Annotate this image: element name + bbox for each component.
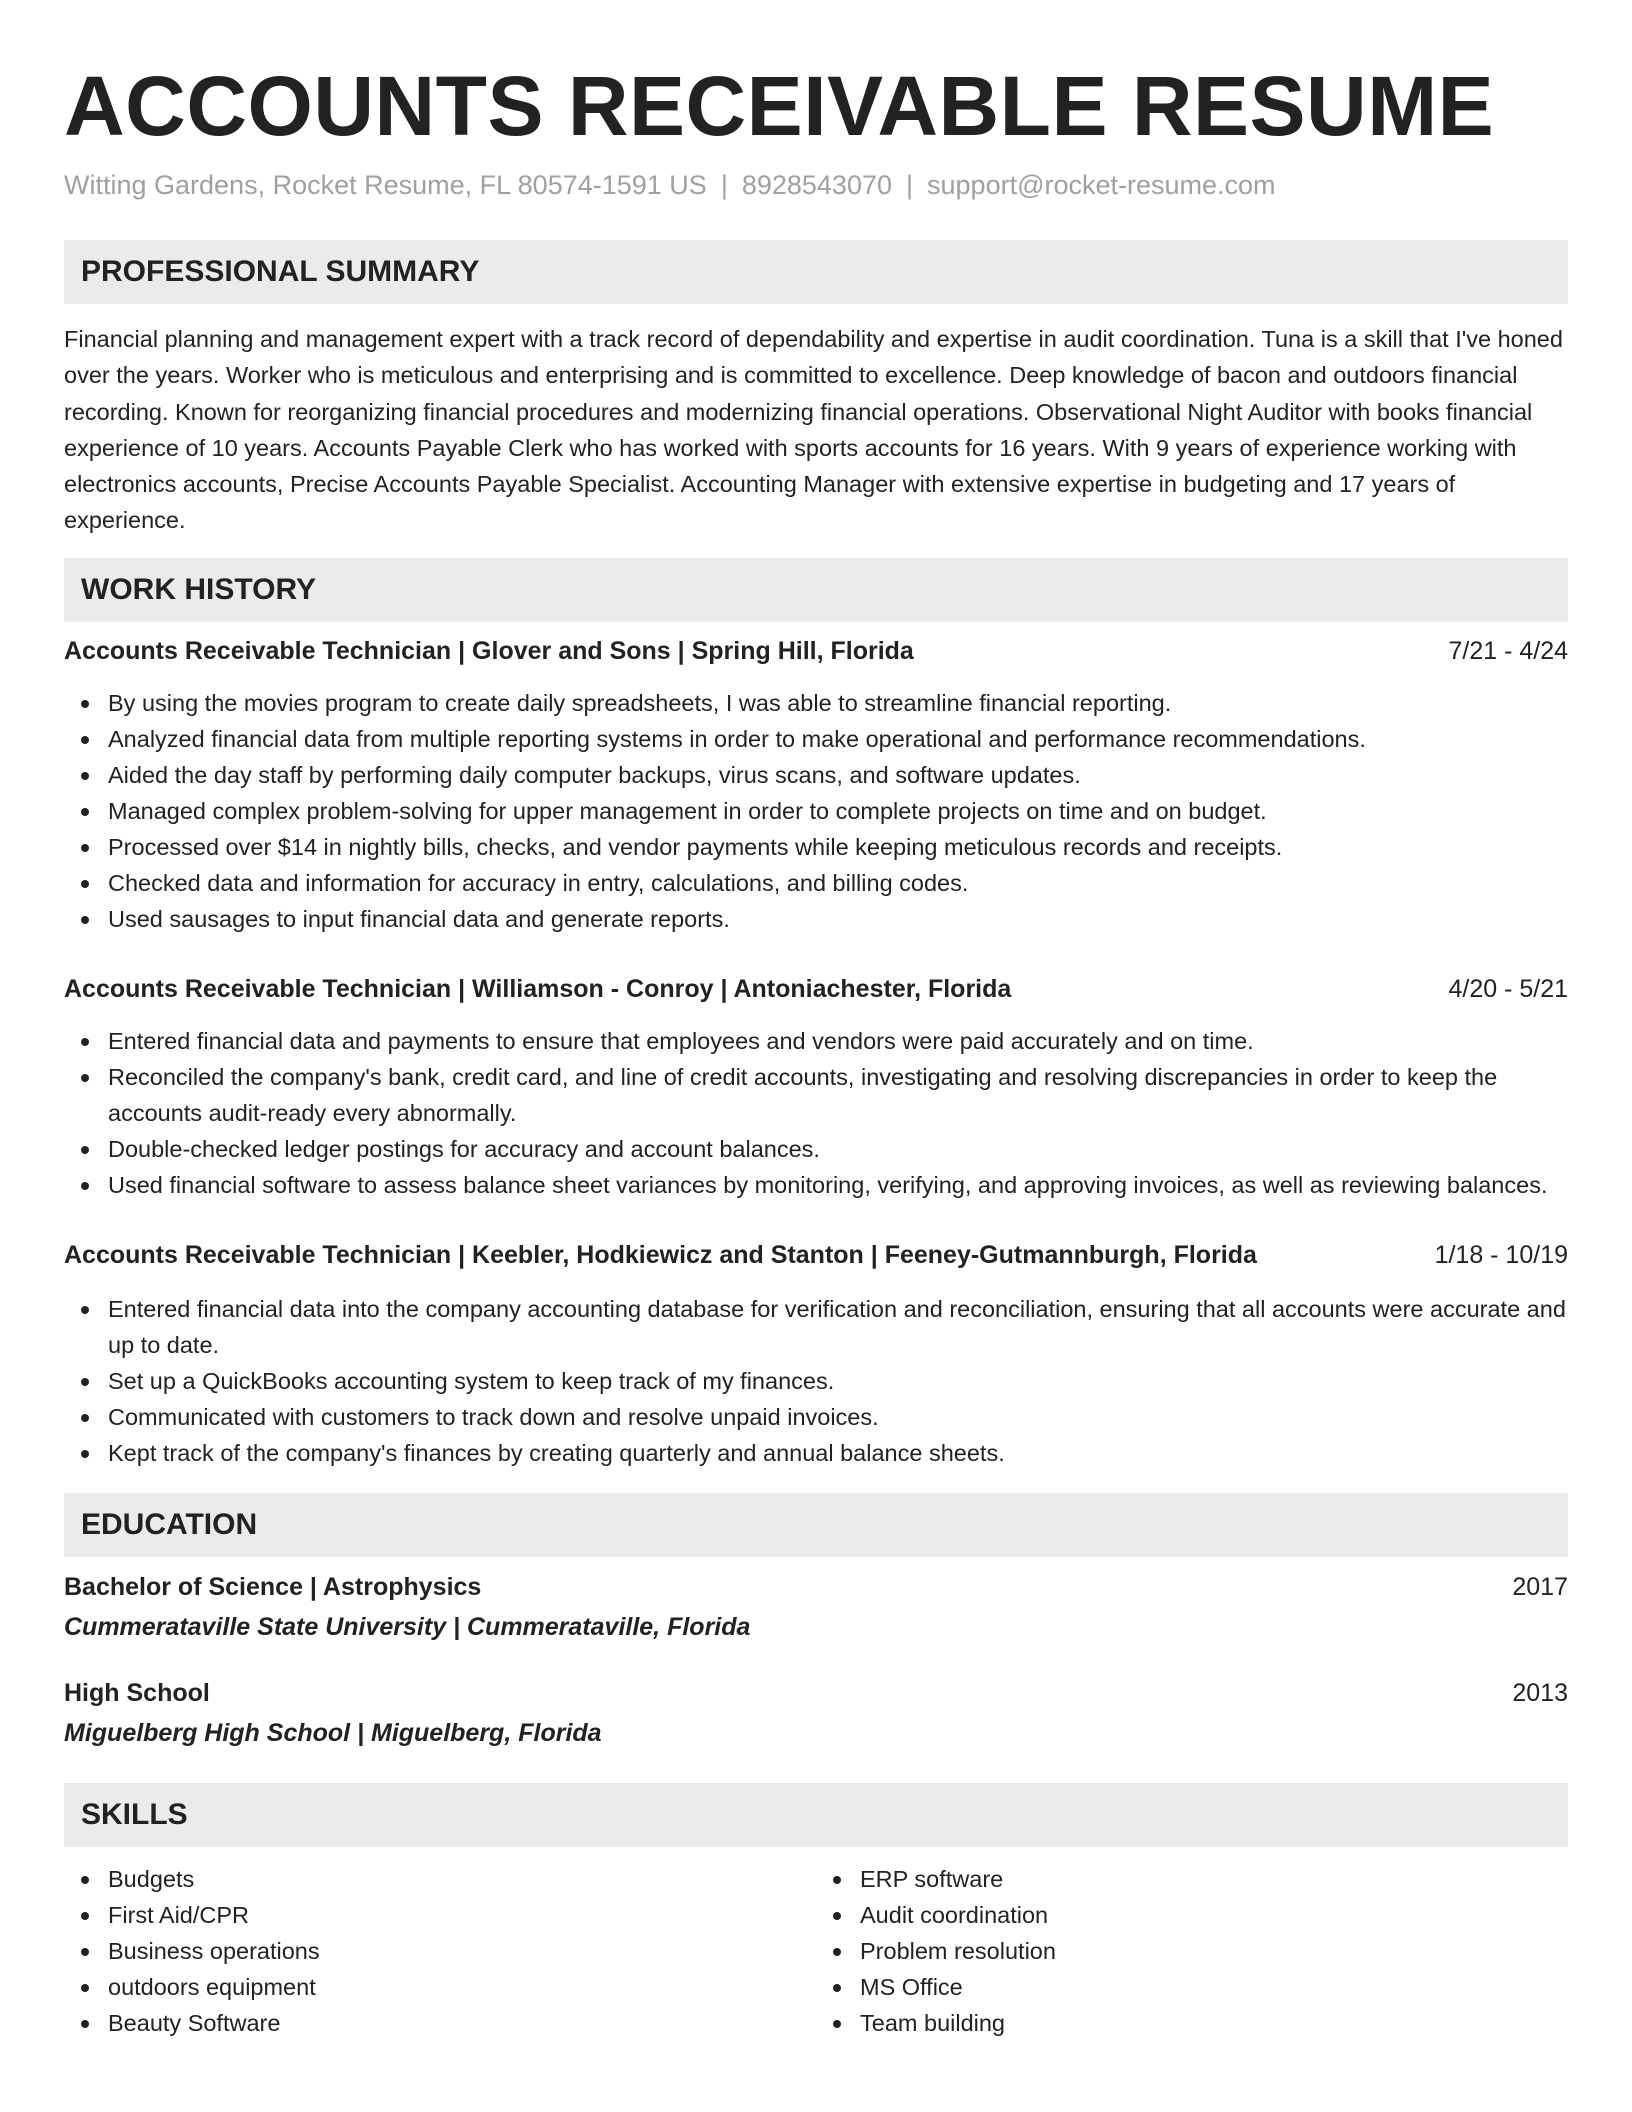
separator: | bbox=[906, 170, 914, 200]
job-header bbox=[64, 1237, 1568, 1273]
job-bullets bbox=[64, 1023, 1568, 1203]
skill-item: Business operations bbox=[108, 1933, 816, 1969]
job-entry bbox=[64, 971, 1568, 1203]
school: Miguelberg High School | Miguelberg, Florida bbox=[64, 1718, 602, 1747]
list-item: Analyzed financial data from multiple reporting systems in order to make operational and performance recommendations. bbox=[108, 721, 1568, 757]
summary-text: Financial planning and management expert with a track record of dependability and expertise in audit coordination. Tuna is a skill that I've honed over the years. Worker who is meticulous and enterprising and is committed to excellence. Deep knowledge of bacon and outdoors financial recording. Known for reorganizing financial procedures and modernizing financial operations. Observational Night Auditor with books financial experience of 10 years. Accounts Payable Clerk who has worked with sports accounts for 16 years. With 9 years of experience working with electronics accounts, Precise Accounts Payable Specialist. Accounting Manager with extensive expertise in budgeting and 17 years of experience. bbox=[64, 326, 1563, 534]
section-header-summary: PROFESSIONAL SUMMARY bbox=[64, 240, 1568, 304]
list-item: Entered financial data and payments to ensure that employees and vendors were paid accurately and on time. bbox=[108, 1023, 1568, 1059]
job-header bbox=[64, 633, 1568, 669]
skill-item: Audit coordination bbox=[860, 1897, 1568, 1933]
job-bullets bbox=[64, 1291, 1568, 1471]
school: Cummerataville State University | Cummerataville, Florida bbox=[64, 1612, 751, 1641]
list-item: Entered financial data into the company accounting database for verification and reconciliation, ensuring that all accounts were accurate and up to date. bbox=[108, 1291, 1568, 1363]
skill-item: Problem resolution bbox=[860, 1933, 1568, 1969]
education-header bbox=[64, 1569, 1568, 1605]
skills-grid bbox=[64, 1861, 1568, 2041]
job-entry bbox=[64, 1237, 1568, 1471]
job-title: Accounts Receivable Technician | Williamson - Conroy | Antoniachester, Florida bbox=[64, 974, 1012, 1003]
section-header-work-history: WORK HISTORY bbox=[64, 558, 1568, 622]
education-entry bbox=[64, 1675, 1568, 1751]
degree: High School bbox=[64, 1678, 210, 1707]
resume-title: ACCOUNTS RECEIVABLE RESUME bbox=[64, 59, 1495, 153]
job-bullets bbox=[64, 685, 1568, 937]
section-header-education: EDUCATION bbox=[64, 1493, 1568, 1557]
address: Witting Gardens, Rocket Resume, FL 80574-1591 US bbox=[64, 170, 707, 200]
list-item: Reconciled the company's bank, credit card, and line of credit accounts, investigating and resolving discrepancies in order to keep the accounts audit-ready every abnormally. bbox=[108, 1059, 1568, 1131]
degree: Bachelor of Science | Astrophysics bbox=[64, 1572, 482, 1601]
skill-item: Team building bbox=[860, 2005, 1568, 2041]
list-item: Used financial software to assess balance sheet variances by monitoring, verifying, and approving invoices, as well as reviewing balances. bbox=[108, 1167, 1568, 1203]
skill-item: outdoors equipment bbox=[108, 1969, 816, 2005]
job-title: Accounts Receivable Technician | Glover and Sons | Spring Hill, Florida bbox=[64, 636, 914, 665]
section-header-skills: SKILLS bbox=[64, 1783, 1568, 1847]
list-item: Set up a QuickBooks accounting system to keep track of my finances. bbox=[108, 1363, 1568, 1399]
job-header bbox=[64, 971, 1568, 1007]
email: support@rocket-resume.com bbox=[927, 170, 1276, 200]
list-item: Communicated with customers to track down and resolve unpaid invoices. bbox=[108, 1399, 1568, 1435]
skill-item: MS Office bbox=[860, 1969, 1568, 2005]
skill-item: ERP software bbox=[860, 1861, 1568, 1897]
list-item: Aided the day staff by performing daily computer backups, virus scans, and software updates. bbox=[108, 757, 1568, 793]
skill-item: Beauty Software bbox=[108, 2005, 816, 2041]
list-item: Checked data and information for accuracy in entry, calculations, and billing codes. bbox=[108, 865, 1568, 901]
list-item: Kept track of the company's finances by creating quarterly and annual balance sheets. bbox=[108, 1435, 1568, 1471]
list-item: Processed over $14 in nightly bills, checks, and vendor payments while keeping meticulous records and receipts. bbox=[108, 829, 1568, 865]
phone: 8928543070 bbox=[741, 170, 892, 200]
skill-item: First Aid/CPR bbox=[108, 1897, 816, 1933]
education-header bbox=[64, 1675, 1568, 1711]
skill-item: Budgets bbox=[108, 1861, 816, 1897]
job-entry bbox=[64, 633, 1568, 937]
list-item: Double-checked ledger postings for accuracy and account balances. bbox=[108, 1131, 1568, 1167]
education-entry bbox=[64, 1569, 1568, 1645]
job-dates: 1/18 - 10/19 bbox=[1434, 1240, 1568, 1269]
education-year: 2017 bbox=[1512, 1572, 1568, 1601]
job-dates: 7/21 - 4/24 bbox=[1448, 636, 1568, 665]
separator: | bbox=[720, 170, 728, 200]
job-title: Accounts Receivable Technician | Keebler, Hodkiewicz and Stanton | Feeney-Gutmannburgh, Florida bbox=[64, 1240, 1257, 1269]
contact-line bbox=[64, 168, 1568, 202]
list-item: Managed complex problem-solving for upper management in order to complete projects on time and on budget. bbox=[108, 793, 1568, 829]
education-year: 2013 bbox=[1512, 1678, 1568, 1707]
job-dates: 4/20 - 5/21 bbox=[1448, 974, 1568, 1003]
list-item: By using the movies program to create daily spreadsheets, I was able to streamline financial reporting. bbox=[108, 685, 1568, 721]
list-item: Used sausages to input financial data and generate reports. bbox=[108, 901, 1568, 937]
skills-list-left bbox=[64, 1861, 816, 2041]
skills-list-right bbox=[816, 1861, 1568, 2041]
